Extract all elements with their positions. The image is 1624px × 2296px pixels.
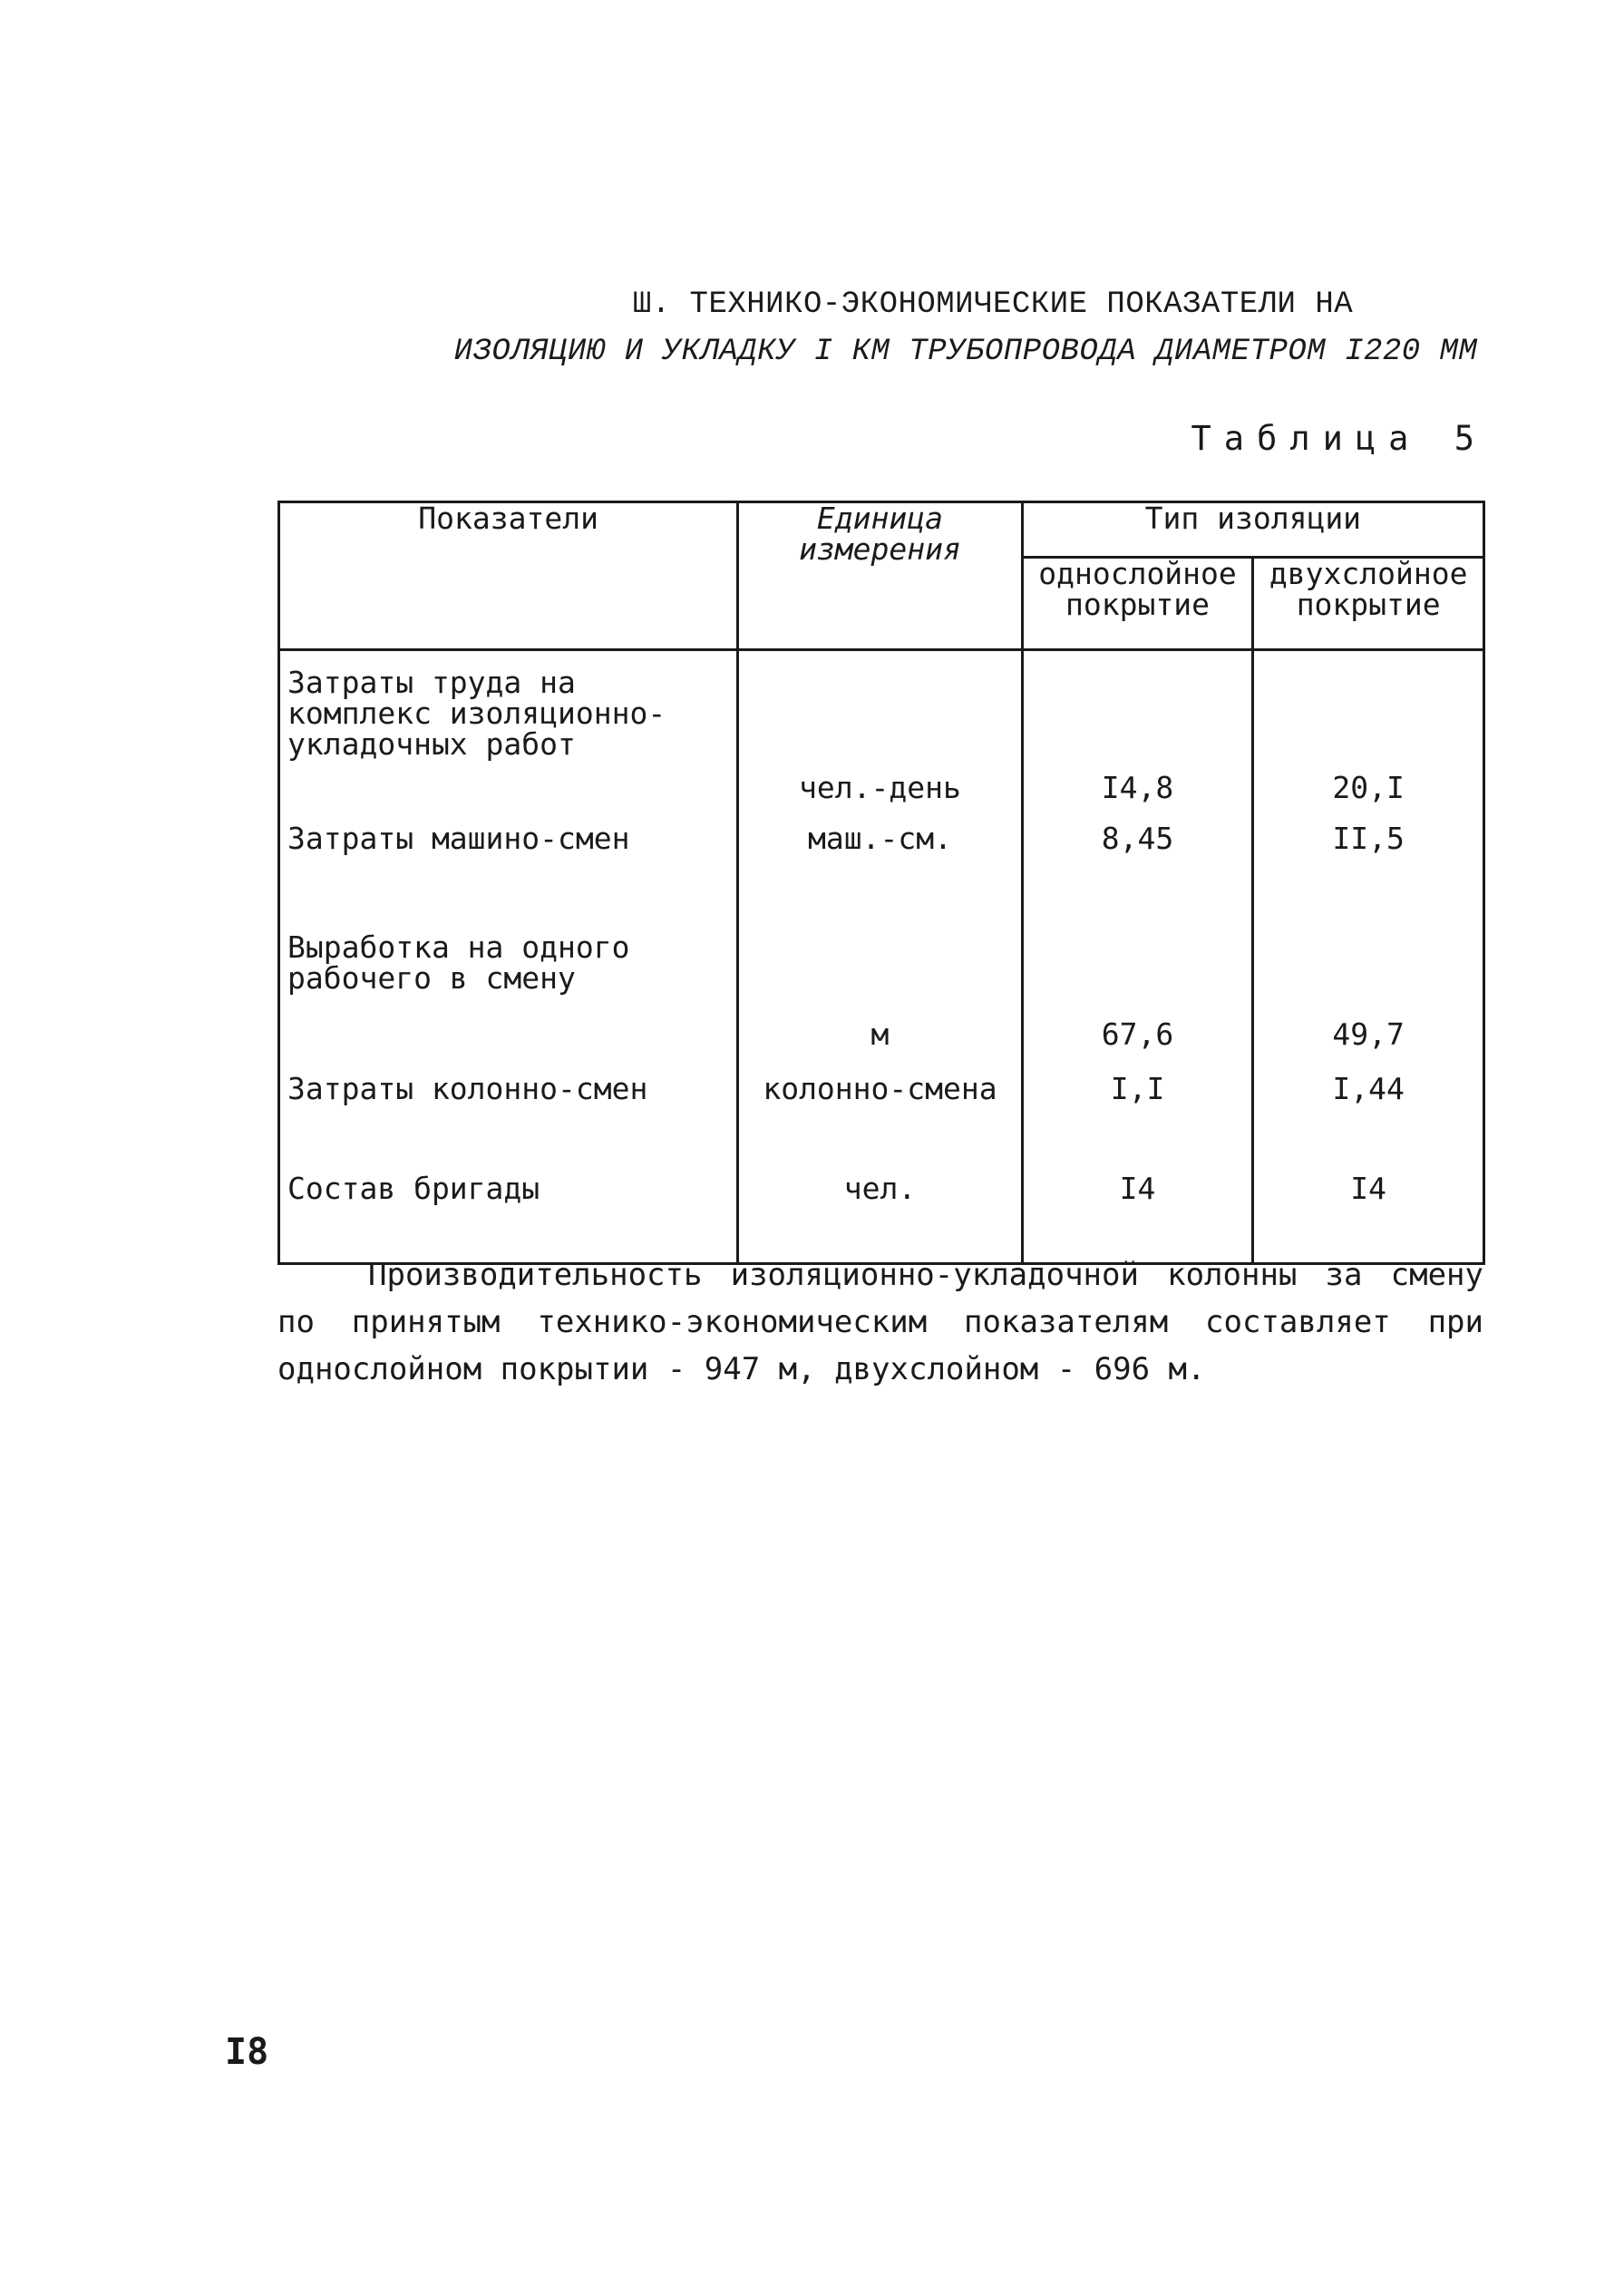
table-row xyxy=(279,1065,1484,1173)
row-unit: колонно-смена xyxy=(738,1065,1022,1173)
table-row xyxy=(279,1173,1484,1264)
table-caption: Таблица 5 xyxy=(1191,419,1487,458)
row-indicator: Выработка на одного рабочего в смену xyxy=(279,923,738,1065)
row-single-value: 67,6 xyxy=(1022,923,1253,1065)
row-double-value: II,5 xyxy=(1253,814,1484,923)
row-indicator: Состав бригады xyxy=(279,1173,738,1264)
table-row xyxy=(279,923,1484,1065)
page-number: I8 xyxy=(225,2031,269,2073)
header-indicators: Показатели xyxy=(279,502,738,650)
row-double-value: I4 xyxy=(1253,1173,1484,1264)
row-single-value: I,I xyxy=(1022,1065,1253,1173)
table-row xyxy=(279,650,1484,815)
row-indicator: Затраты труда на комплекс изоляционно-укладочных работ xyxy=(279,650,738,815)
row-double-value: 49,7 xyxy=(1253,923,1484,1065)
header-single-layer: однослойное покрытие xyxy=(1022,558,1253,650)
row-unit: маш.-см. xyxy=(738,814,1022,923)
indicators-table xyxy=(277,501,1485,1265)
row-single-value: I4,8 xyxy=(1022,650,1253,815)
heading-line-1: Ш. ТЕХНИКО-ЭКОНОМИЧЕСКИЕ ПОКАЗАТЕЛИ НА xyxy=(632,287,1354,322)
heading-line-2: ИЗОЛЯЦИЮ И УКЛАДКУ I КМ ТРУБОПРОВОДА ДИАМЕТРОМ I220 ММ xyxy=(453,335,1478,369)
row-single-value: 8,45 xyxy=(1022,814,1253,923)
header-unit: Единица измерения xyxy=(738,502,1022,650)
header-insulation-type: Тип изоляции xyxy=(1022,502,1483,558)
header-double-layer: двухслойное покрытие xyxy=(1253,558,1484,650)
row-double-value: I,44 xyxy=(1253,1065,1484,1173)
row-unit: чел. xyxy=(738,1173,1022,1264)
row-unit: м xyxy=(738,923,1022,1065)
table-row xyxy=(279,814,1484,923)
row-unit: чел.-день xyxy=(738,650,1022,815)
row-indicator: Затраты колонно-смен xyxy=(279,1065,738,1173)
body-paragraph: Производительность изоляционно-укладочной колонны за смену по принятым технико-экономическим показателям составляет при однослойном покрытии - 947 м, двухслойном - 696 м. xyxy=(277,1257,1483,1387)
row-single-value: I4 xyxy=(1022,1173,1253,1264)
section-heading xyxy=(444,281,1487,375)
row-double-value: 20,I xyxy=(1253,650,1484,815)
row-indicator: Затраты машино-смен xyxy=(279,814,738,923)
